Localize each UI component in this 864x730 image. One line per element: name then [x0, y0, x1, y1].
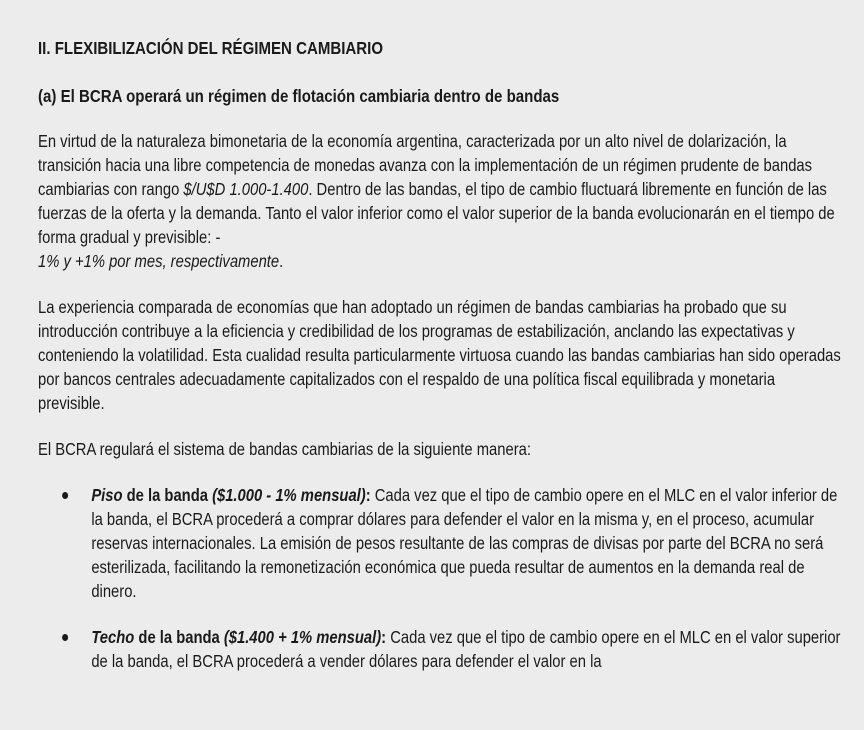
- floor-term-rest: de la banda: [122, 485, 213, 505]
- bullet-icon: [62, 634, 68, 641]
- band-rates: 1% y +1% por mes, respectivamente: [38, 251, 280, 271]
- document-content: [38, 36, 842, 695]
- band-range: $/U$D 1.000-1.400: [183, 179, 309, 199]
- section-title: II. FLEXIBILIZACIÓN DEL RÉGIMEN CAMBIARIO: [38, 38, 384, 58]
- band-list: [38, 483, 842, 673]
- floor-body: Cada vez que el tipo de cambio opere en el MLC en el valor inferior de la banda, el BCRA procederá a comprar dólares para defender el valor en la misma y, en el proceso, acumular reservas internacionales. La emisión de pesos resultante de las compras de divisas por parte del BCRA no será esterilizada, facilitando la remonetización económica que pueda resultar de aumentos en la demanda real de dinero.: [91, 485, 838, 601]
- list-item-floor: [38, 483, 842, 603]
- paragraph-regulation: El BCRA regulará el sistema de bandas cambiarias de la siguiente manera:: [38, 439, 531, 459]
- subsection-title: (a) El BCRA operará un régimen de flotación cambiaria dentro de bandas: [38, 86, 560, 106]
- paragraph-bimonetary: [38, 129, 842, 273]
- ceiling-term-rest: de la banda: [134, 627, 224, 647]
- paragraph-text: En virtud de la naturaleza bimonetaria de la economía argentina, caracterizada por un alto nivel de dolarización, la transición hacia una libre competencia de monedas avanza con la implementación de un régimen prudente de bandas cambiarias con rango: [38, 131, 813, 199]
- floor-spec: ($1.000 - 1% mensual): [212, 485, 366, 505]
- ceiling-term: Techo: [91, 627, 135, 647]
- paragraph-experience: La experiencia comparada de economías que han adoptado un régimen de bandas cambiarias ha probado que su introducción contribuye a la eficiencia y credibilidad de los programas de estabilización, anclando las expectativas y conteniendo la volatilidad. Esta cualidad resulta particularmente virtuosa cuando las bandas cambiarias han sido operadas por bancos centrales adecuadamente capitalizados con el respaldo de una política fiscal equilibrada y monetaria previsible.: [38, 297, 841, 413]
- ceiling-colon: :: [381, 627, 387, 647]
- bullet-icon: [62, 492, 68, 499]
- paragraph-text: .: [279, 251, 284, 271]
- paragraph-text: . Dentro de las bandas, el tipo de cambio fluctuará libremente en función de las fuerzas de la oferta y la demanda. Tanto el valor inferior como el valor superior de la banda evolucionarán en el tiempo de forma gradual y previsible: -: [38, 179, 835, 247]
- ceiling-body: Cada vez que el tipo de cambio opere en el MLC en el valor superior de la banda, el BCRA procederá a vender dólares para defender el valor en la: [91, 627, 841, 671]
- ceiling-spec: ($1.400 + 1% mensual): [223, 627, 382, 647]
- list-item-ceiling: [38, 625, 842, 673]
- floor-term: Piso: [91, 485, 123, 505]
- floor-colon: :: [365, 485, 371, 505]
